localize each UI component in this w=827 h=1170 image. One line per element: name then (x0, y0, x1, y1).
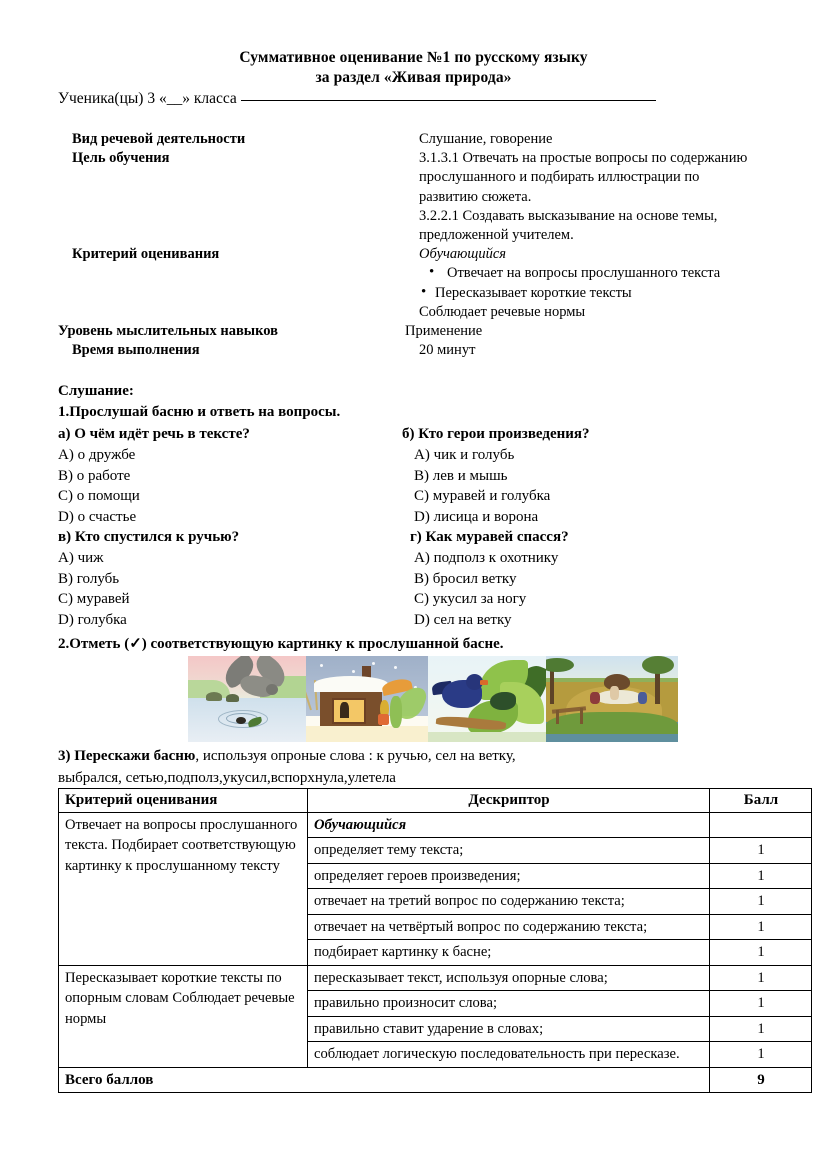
rubric-header-descriptor: Дескриптор (308, 789, 710, 813)
illustration-snowflake (352, 670, 355, 673)
question-a-option-D[interactable]: D) о счастье (58, 508, 137, 525)
task3-rest-line-1: , используя опроные слова : к ручью, сел на ветку, (195, 748, 516, 764)
illustration-ant-in-window (340, 702, 349, 718)
spec-row-speech-type (58, 130, 778, 149)
illustration-snowflake (320, 664, 323, 667)
rubric-total-label: Всего баллов (59, 1067, 710, 1093)
spec-label-thinking-level: Уровень мыслительных навыков (58, 323, 278, 340)
rubric-points-5: 1 (710, 940, 812, 966)
question-a-option-B[interactable]: B) о работе (58, 467, 131, 484)
goal-line-2: прослушанного и подбирать иллюстрации по (419, 169, 700, 186)
spec-row-goal (58, 149, 778, 245)
student-name-blank[interactable] (241, 100, 656, 101)
criterion-bullet-1: • Отвечает на вопросы прослушанного текста (419, 264, 778, 283)
rubric-points-1: 1 (710, 838, 812, 864)
criterion-bullet-list (419, 264, 778, 302)
task2-picture-strip (188, 656, 678, 742)
question-v-option-D[interactable]: D) голубка (58, 611, 127, 628)
question-g-option-C[interactable]: C) укусил за ногу (414, 591, 527, 607)
spec-label-speech-type: Вид речевой деятельности (72, 131, 246, 147)
spec-label-criterion: Критерий оценивания (72, 246, 220, 263)
rubric-subheader-row (59, 812, 812, 838)
illustration-hut-roof (314, 676, 388, 692)
criterion-plain-line: Соблюдает речевые нормы (419, 303, 586, 320)
rubric-descriptor-8: правильно ставит ударение в словах; (308, 1016, 710, 1042)
rubric-total-row (59, 1067, 812, 1093)
illustration-hunter-2 (610, 686, 619, 700)
question-g-option-D[interactable]: D) сел на ветку (414, 611, 512, 628)
question-b-option-A[interactable]: A) чик и голубь (414, 447, 515, 463)
spec-row-thinking-level (58, 322, 778, 341)
rubric-points-9: 1 (710, 1042, 812, 1068)
rubric-descriptor-2: определяет героев произведения; (308, 863, 710, 889)
table-row (59, 965, 812, 991)
title-line-1: Суммативное оценивание №1 по русскому языку (239, 49, 588, 66)
goal-line-1: 3.1.3.1 Отвечать на простые вопросы по содержанию (419, 150, 748, 167)
spec-row-time (58, 341, 778, 360)
rubric-points-7: 1 (710, 991, 812, 1017)
rubric-descriptor-1: определяет тему текста; (308, 838, 710, 864)
illustration-hunter-3 (638, 692, 647, 704)
rubric-subheader-points (710, 812, 812, 838)
questions-column-right (402, 424, 778, 630)
scoring-rubric-table (58, 788, 812, 1093)
rubric-subheader-learner: Обучающийся (308, 812, 710, 838)
illustration-dove-head (266, 684, 278, 695)
questions-grid (58, 424, 778, 634)
picture-winter-hut-dragonfly-and-ant[interactable] (306, 656, 428, 742)
illustration-bird-beak (480, 680, 488, 685)
question-b-option-D[interactable]: D) лисица и ворона (414, 508, 539, 525)
question-v-option-B[interactable]: B) голубь (58, 570, 120, 587)
goal-line-4: 3.2.2.1 Создавать высказывание на основе темы, (419, 207, 718, 224)
task3-instruction (58, 745, 778, 789)
spec-value-criterion (419, 245, 778, 322)
rubric-descriptor-6: пересказывает текст, используя опорные слова; (308, 965, 710, 991)
rubric-descriptor-9: соблюдает логическую последовательность при пересказе. (308, 1042, 710, 1068)
criterion-intro: Обучающийся (419, 246, 507, 263)
illustration-snow-ground-shadow (306, 726, 428, 742)
spec-value-speech-type: Слушание, говорение (419, 131, 553, 147)
illustration-net (596, 690, 642, 704)
illustration-rock-2 (226, 694, 239, 702)
title-line-2: за раздел «Живая природа» (315, 69, 512, 86)
illustration-hut-window (332, 698, 366, 724)
spec-value-goal (419, 149, 778, 245)
goal-line-3: развитию сюжета. (419, 188, 532, 205)
question-a-option-C[interactable]: C) о помощи (58, 488, 140, 504)
question-v-prompt: в) Кто спустился к ручью? (58, 529, 240, 545)
picture-meadow-hunters-with-net[interactable] (546, 656, 678, 742)
task1-heading: 1.Прослушай басню и ответь на вопросы. (58, 404, 341, 420)
rubric-descriptor-3: отвечает на третий вопрос по содержанию текста; (308, 889, 710, 915)
goal-line-5: предложенной учителем. (419, 227, 574, 244)
rubric-points-2: 1 (710, 863, 812, 889)
rubric-group2-criterion: Пересказывает короткие тексты по опорным словам Соблюдает речевые нормы (59, 965, 308, 1067)
task3-line-1 (58, 745, 778, 767)
illustration-ground (428, 732, 546, 742)
illustration-bag (378, 714, 389, 725)
spec-value-time: 20 минут (419, 342, 476, 359)
illustration-hunter-1 (590, 692, 600, 704)
task3-line-2: выбрался, сетью,подполз,укусил,вспорхнула,улетела (58, 770, 396, 786)
illustration-bridge-post-2 (580, 708, 583, 724)
question-b-option-B[interactable]: B) лев и мышь (414, 467, 508, 484)
document-title (0, 48, 827, 88)
spec-row-criterion (58, 245, 778, 322)
spec-label-time: Время выполнения (72, 342, 200, 359)
questions-column-left (58, 424, 398, 630)
question-g-prompt: г) Как муравей спасся? (410, 529, 569, 545)
question-v-option-C[interactable]: C) муравей (58, 591, 130, 607)
student-name-label: Ученика(цы) 3 «__» класса (58, 90, 237, 107)
illustration-snowflake (394, 666, 397, 669)
illustration-tree-right-canopy (642, 656, 674, 674)
rubric-group1-criterion: Отвечает на вопросы прослушанного текста. Подбирает соответствующую картинку к прослушанному тексту (59, 812, 308, 965)
task2-instruction: 2.Отметь (✓) соответствующую картинку к прослушанной басне. (58, 636, 504, 652)
task3-bold-part: 3) Перескажи басню (58, 748, 196, 764)
spec-value-thinking-level: Применение (405, 323, 483, 340)
question-a-prompt: а) О чём идёт речь в тексте? (58, 426, 250, 442)
rubric-header-row (59, 789, 812, 813)
picture-dove-over-stream-with-ant[interactable] (188, 656, 306, 742)
illustration-second-bird (490, 692, 516, 710)
question-v-option-A[interactable]: A) чиж (58, 550, 104, 566)
illustration-snowflake (372, 662, 375, 665)
illustration-ant (236, 717, 246, 724)
rubric-descriptor-4: отвечает на четвёртый вопрос по содержанию текста; (308, 914, 710, 940)
question-g-option-A[interactable]: A) подполз к охотнику (414, 550, 559, 566)
question-b-option-C[interactable]: C) муравей и голубка (414, 488, 551, 504)
rubric-header-criterion: Критерий оценивания (59, 789, 308, 813)
rubric-total-points: 9 (710, 1067, 812, 1093)
rubric-descriptor-7: правильно произносит слова; (308, 991, 710, 1017)
illustration-dragonfly-body (390, 696, 402, 728)
illustration-bridge-post-1 (556, 710, 559, 724)
illustration-rock-1 (206, 692, 222, 701)
question-g-option-B[interactable]: B) бросил ветку (414, 570, 517, 587)
question-a-option-A[interactable]: A) о дружбе (58, 447, 136, 463)
rubric-header-points: Балл (710, 789, 812, 813)
question-b-prompt: б) Кто герои произведения? (402, 426, 590, 442)
assessment-spec (58, 130, 778, 360)
student-name-line (58, 89, 656, 109)
spec-label-goal: Цель обучения (72, 150, 170, 167)
rubric-points-8: 1 (710, 1016, 812, 1042)
criterion-bullet-2: • Пересказывает короткие тексты (419, 284, 778, 303)
rubric-points-4: 1 (710, 914, 812, 940)
picture-blue-bird-in-green-leaves[interactable] (428, 656, 546, 742)
listening-heading: Слушание: (58, 383, 134, 399)
listening-section (58, 381, 778, 634)
rubric-descriptor-5: подбирает картинку к басне; (308, 940, 710, 966)
rubric-points-6: 1 (710, 965, 812, 991)
illustration-reed-grass (546, 712, 678, 734)
rubric-points-3: 1 (710, 889, 812, 915)
